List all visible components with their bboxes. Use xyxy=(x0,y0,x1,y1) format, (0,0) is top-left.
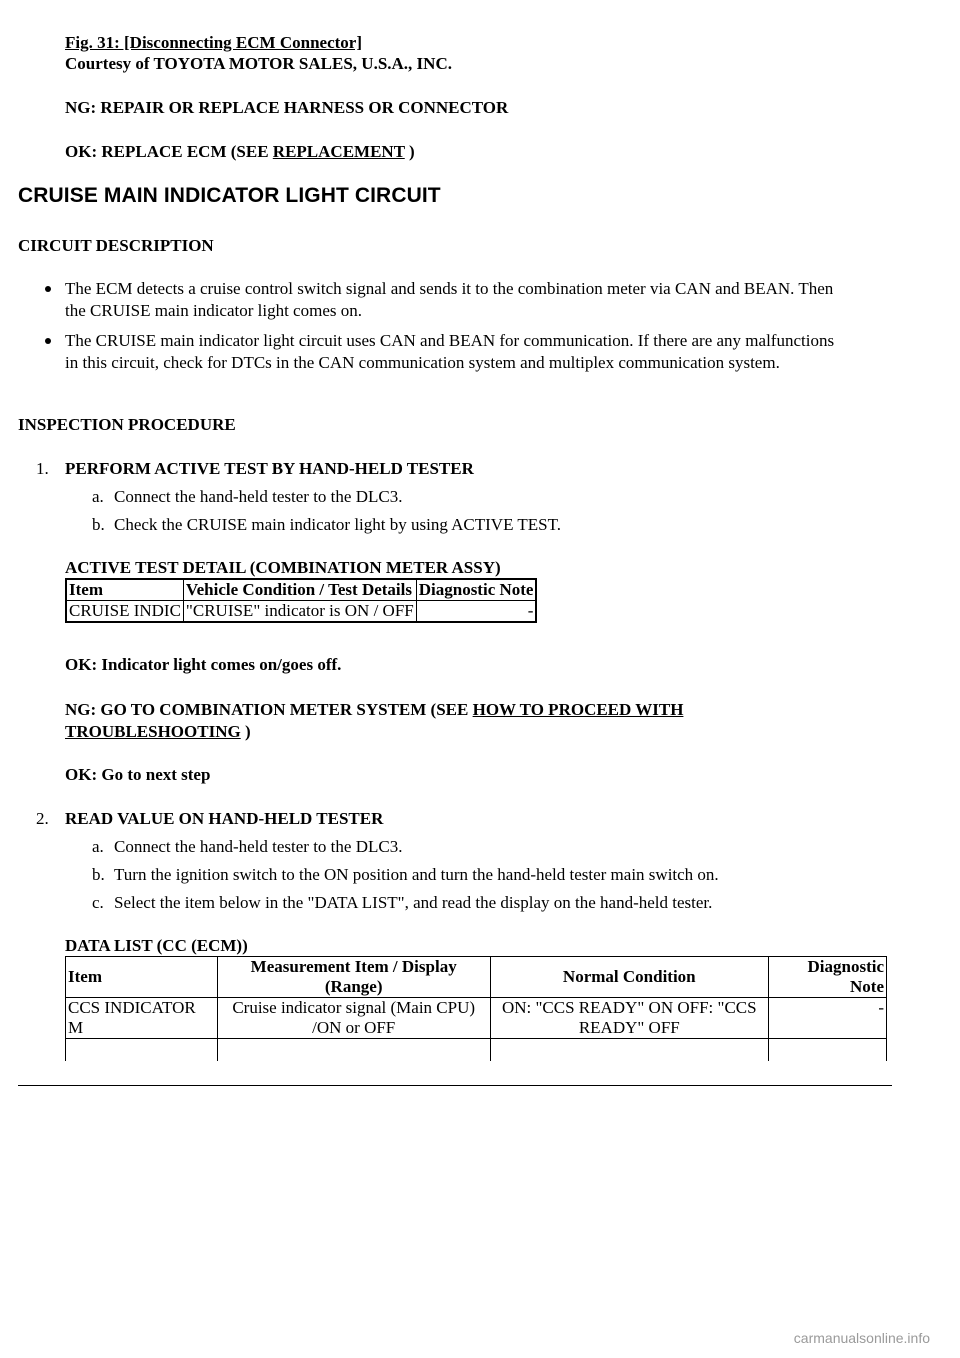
page-divider xyxy=(18,1085,892,1086)
step-1-ng-prefix: NG: GO TO COMBINATION METER SYSTEM (SEE xyxy=(65,700,473,719)
replacement-link[interactable]: REPLACEMENT xyxy=(272,142,405,161)
how-to-proceed-link[interactable]: HOW TO PROCEED WITH xyxy=(472,700,684,719)
step-1-ok-next: OK: Go to next step xyxy=(65,765,211,784)
step-1-sub-letter: a. xyxy=(92,487,104,506)
table-header-row xyxy=(66,957,887,998)
step-1-sub-letter: b. xyxy=(92,515,105,534)
table-header-cell: Diagnostic Note xyxy=(769,957,887,998)
table-row-empty xyxy=(66,1039,887,1061)
step-1-ng-suffix: ) xyxy=(240,722,251,741)
watermark: carmanualsonline.info xyxy=(793,1330,930,1346)
inspection-procedure-heading: INSPECTION PROCEDURE xyxy=(18,415,236,434)
table-cell xyxy=(490,1039,769,1061)
table-cell: - xyxy=(416,601,536,623)
table-header-cell: Item xyxy=(66,957,218,998)
step-2-sub-text: Turn the ignition switch to the ON position and turn the hand-held tester main switch on. xyxy=(114,865,719,884)
step-1-ng-text xyxy=(65,699,683,743)
step-2-sub-letter: b. xyxy=(92,865,105,884)
table-cell: CCS INDICATOR M xyxy=(66,998,218,1039)
table-cell xyxy=(66,1039,218,1061)
table-header-cell: Measurement Item / Display (Range) xyxy=(217,957,490,998)
step-2-sub-text: Select the item below in the "DATA LIST", and read the display on the hand-held tester. xyxy=(114,893,713,912)
step-1-sub-text: Connect the hand-held tester to the DLC3. xyxy=(114,487,403,506)
figure-caption xyxy=(65,33,362,53)
step-1-ok-text: OK: Indicator light comes on/goes off. xyxy=(65,655,342,674)
table-header-cell: Vehicle Condition / Test Details xyxy=(183,579,416,601)
step-2-sub-text: Connect the hand-held tester to the DLC3. xyxy=(114,837,403,856)
circuit-description-list xyxy=(44,278,844,382)
table-cell: Cruise indicator signal (Main CPU) /ON or OFF xyxy=(217,998,490,1039)
table-cell: "CRUISE" indicator is ON / OFF xyxy=(183,601,416,623)
ok-replace-prefix: OK: REPLACE ECM (SEE xyxy=(65,142,273,161)
table-row xyxy=(66,601,536,623)
circuit-description-heading: CIRCUIT DESCRIPTION xyxy=(18,236,214,255)
step-2-number: 2. xyxy=(36,809,49,828)
step-2-sub-letter: a. xyxy=(92,837,104,856)
table-row xyxy=(66,998,887,1039)
data-list-table-title: DATA LIST (CC (ECM)) xyxy=(65,936,248,955)
step-1-title: PERFORM ACTIVE TEST BY HAND-HELD TESTER xyxy=(65,459,474,478)
figure-courtesy: Courtesy of TOYOTA MOTOR SALES, U.S.A., INC. xyxy=(65,54,452,73)
troubleshooting-link[interactable]: TROUBLESHOOTING xyxy=(65,722,241,741)
ng-repair-text: NG: REPAIR OR REPLACE HARNESS OR CONNECTOR xyxy=(65,98,509,117)
step-2-title: READ VALUE ON HAND-HELD TESTER xyxy=(65,809,384,828)
table-cell xyxy=(217,1039,490,1061)
ok-replace-text xyxy=(65,142,415,162)
figure-caption-text: Fig. 31: [Disconnecting ECM Connector] xyxy=(65,33,362,52)
data-list-table xyxy=(65,956,887,1061)
section-title: CRUISE MAIN INDICATOR LIGHT CIRCUIT xyxy=(18,184,441,207)
table-cell: CRUISE INDIC xyxy=(66,601,183,623)
active-test-table-title: ACTIVE TEST DETAIL (COMBINATION METER ASSY) xyxy=(65,558,501,577)
step-1-sub-text: Check the CRUISE main indicator light by using ACTIVE TEST. xyxy=(114,515,561,534)
table-header-cell: Normal Condition xyxy=(490,957,769,998)
step-1-number: 1. xyxy=(36,459,49,478)
active-test-table xyxy=(65,578,537,623)
table-header-cell: Item xyxy=(66,579,183,601)
table-header-row xyxy=(66,579,536,601)
table-header-cell: Diagnostic Note xyxy=(416,579,536,601)
circuit-description-bullet: The ECM detects a cruise control switch signal and sends it to the combination meter via CAN and BEAN. Then the CRUISE main indicator light comes on. xyxy=(44,278,844,322)
circuit-description-bullet: The CRUISE main indicator light circuit uses CAN and BEAN for communication. If there are any malfunctions in this circuit, check for DTCs in the CAN communication system and multiplex communication system. xyxy=(44,330,844,374)
ok-replace-suffix: ) xyxy=(404,142,415,161)
step-2-sub-letter: c. xyxy=(92,893,104,912)
table-cell xyxy=(769,1039,887,1061)
table-cell: - xyxy=(769,998,887,1039)
table-cell: ON: "CCS READY" ON OFF: "CCS READY" OFF xyxy=(490,998,769,1039)
